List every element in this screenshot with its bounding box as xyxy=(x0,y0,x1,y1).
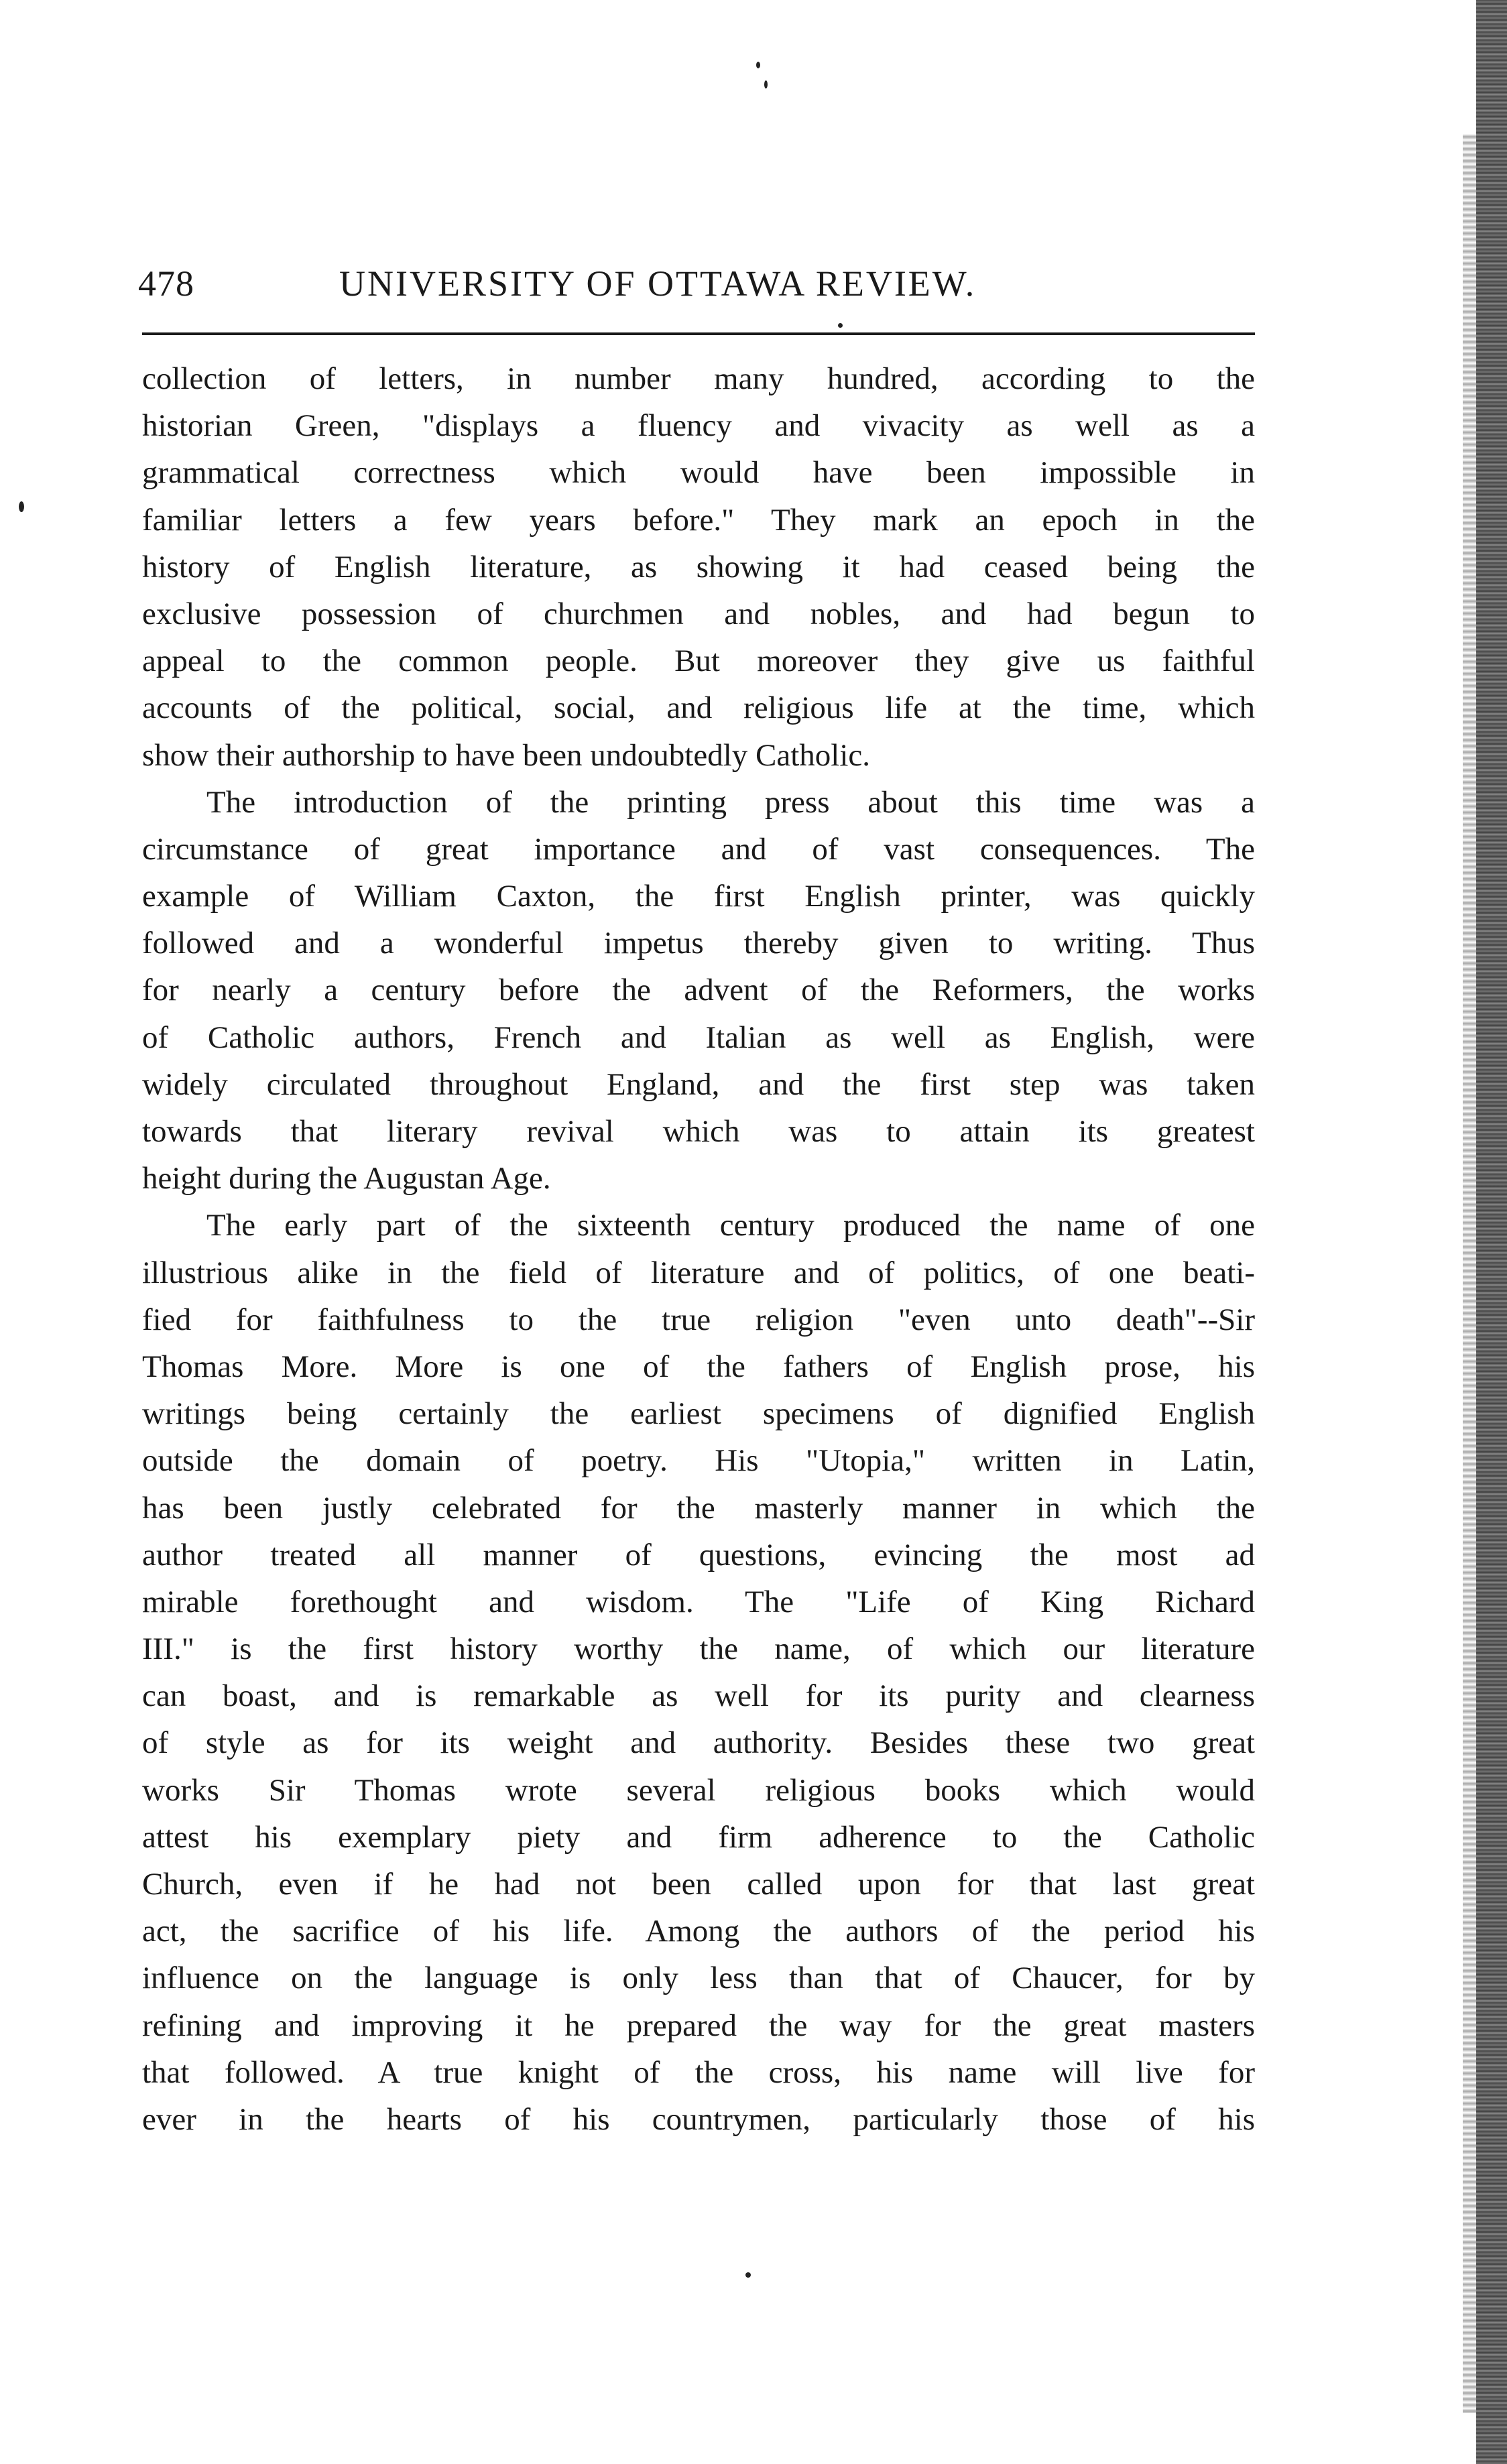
text-line: followed and a wonderful impetus thereby given to writing. Thus xyxy=(142,926,1255,961)
text-line: mirable forethought and wisdom. The "Life of King Richard xyxy=(142,1584,1255,1619)
text-line: that followed. A true knight of the cross, his name will live for xyxy=(142,2054,1255,2090)
running-head: UNIVERSITY OF OTTAWA REVIEW. xyxy=(339,263,977,304)
text-line: example of William Caxton, the first English printer, was quickly xyxy=(142,879,1255,914)
scan-speck xyxy=(764,80,768,88)
page-number: 478 xyxy=(138,263,194,304)
text-line: illustrious alike in the field of literature and of politics, of one beati- xyxy=(142,1255,1255,1290)
scan-speck xyxy=(756,62,760,68)
text-line: has been justly celebrated for the masterly manner in which the xyxy=(142,1490,1255,1526)
scan-shadow xyxy=(1463,134,1476,2413)
text-line: refining and improving it he prepared the way for the great masters xyxy=(142,2008,1255,2043)
text-line: writings being certainly the earliest specimens of dignified English xyxy=(142,1396,1255,1432)
text-line: attest his exemplary piety and firm adherence to the Catholic xyxy=(142,1819,1255,1855)
scan-speck xyxy=(745,2272,751,2278)
text-line: of style as for its weight and authority. Besides these two great xyxy=(142,1725,1255,1761)
header-rule xyxy=(142,332,1255,335)
text-line: ever in the hearts of his countrymen, particularly those of his xyxy=(142,2101,1255,2137)
text-line: The early part of the sixteenth century produced the name of one xyxy=(206,1208,1255,1243)
text-line: works Sir Thomas wrote several religious books which would xyxy=(142,1772,1255,1808)
text-line: history of English literature, as showing it had ceased being the xyxy=(142,549,1255,584)
text-line: for nearly a century before the advent of the Reformers, the works xyxy=(142,973,1255,1008)
text-line: show their authorship to have been undoubtedly Catholic. xyxy=(142,737,871,773)
text-line: accounts of the political, social, and religious life at the time, which xyxy=(142,690,1255,726)
text-line: widely circulated throughout England, and the first step was taken xyxy=(142,1066,1255,1102)
body-text xyxy=(142,355,1255,2143)
text-line: act, the sacrifice of his life. Among the authors of the period his xyxy=(142,1914,1255,1949)
text-line: historian Green, "displays a fluency and vivacity as well as a xyxy=(142,408,1255,444)
text-line: Church, even if he had not been called upon for that last great xyxy=(142,1867,1255,1902)
text-line: towards that literary revival which was to attain its greatest xyxy=(142,1114,1255,1149)
text-line: appeal to the common people. But moreover they give us faithful xyxy=(142,643,1255,679)
text-line: circumstance of great importance and of vast consequences. The xyxy=(142,831,1255,867)
text-line: collection of letters, in number many hundred, according to the xyxy=(142,361,1255,396)
scan-speck xyxy=(19,501,24,512)
text-line: exclusive possession of churchmen and nobles, and had begun to xyxy=(142,596,1255,631)
text-line: familiar letters a few years before." They mark an epoch in the xyxy=(142,502,1255,538)
text-line: Thomas More. More is one of the fathers of English prose, his xyxy=(142,1349,1255,1384)
text-line: influence on the language is only less than that of Chaucer, for by xyxy=(142,1961,1255,1996)
text-line: of Catholic authors, French and Italian as well as English, were xyxy=(142,1020,1255,1055)
scan-speck xyxy=(838,323,843,328)
text-line: fied for faithfulness to the true religion "even unto death"--Sir xyxy=(142,1302,1255,1337)
page-header xyxy=(138,263,1248,306)
text-line: can boast, and is remarkable as well for its purity and clearness xyxy=(142,1678,1255,1714)
text-line: outside the domain of poetry. His "Utopia," written in Latin, xyxy=(142,1443,1255,1479)
text-line: grammatical correctness which would have been impossible in xyxy=(142,455,1255,491)
text-line: height during the Augustan Age. xyxy=(142,1161,551,1196)
text-line: The introduction of the printing press about this time was a xyxy=(206,784,1255,820)
text-line: III." is the first history worthy the name, of which our literature xyxy=(142,1631,1255,1667)
text-line: author treated all manner of questions, evincing the most ad xyxy=(142,1537,1255,1573)
scan-edge xyxy=(1476,0,1507,2464)
